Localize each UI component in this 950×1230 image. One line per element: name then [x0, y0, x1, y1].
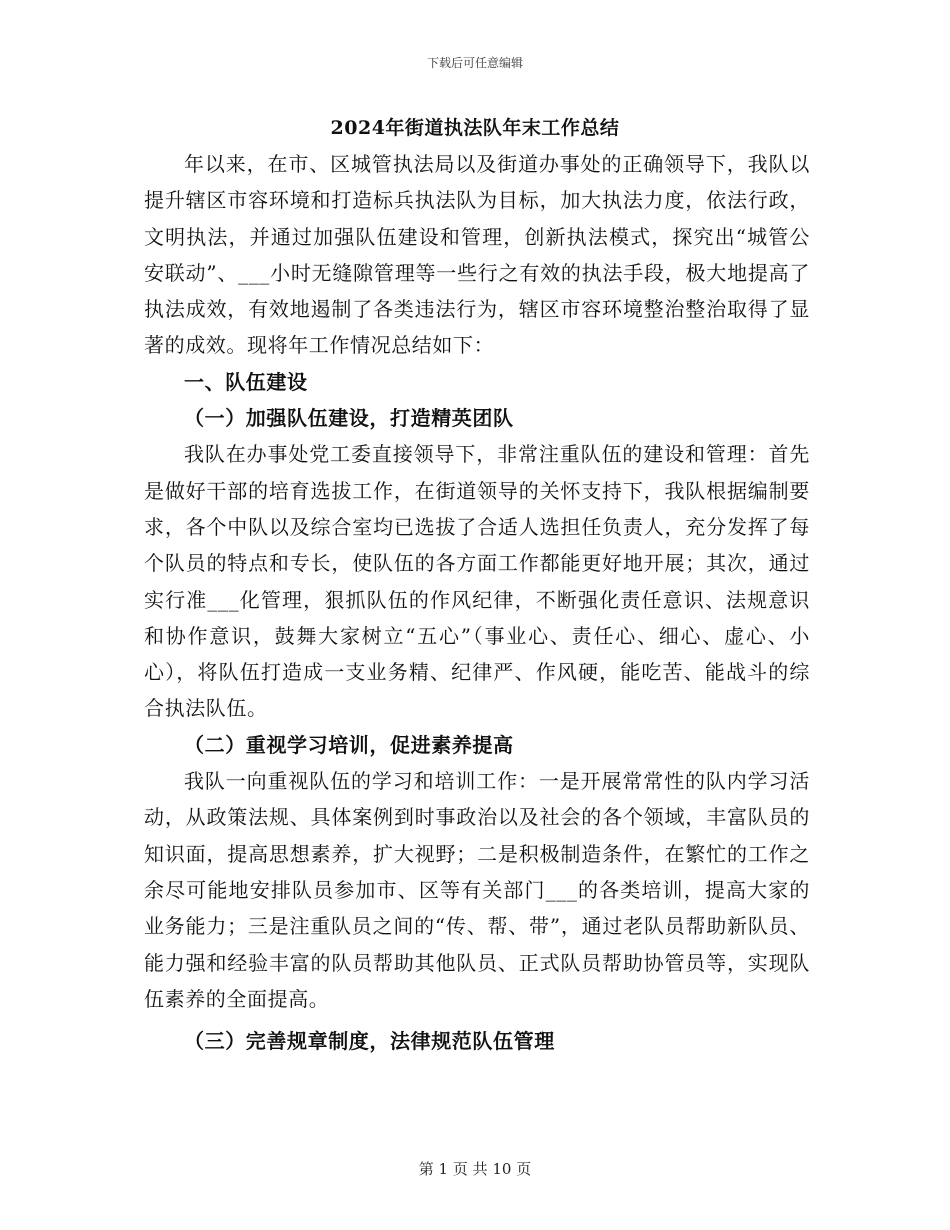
intro-paragraph: 年以来，在市、区城管执法局以及街道办事处的正确领导下，我队以提升辖区市容环境和打造标兵执法队为目标，加大执法力度，依法行政，文明执法，并通过加强队伍建设和管理，创新执法模式，探究出“城管公安联动”、___小时无缝隙管理等一些行之有效的执法手段，极大地提高了执法成效，有效地遏制了各类违法行为，辖区市容环境整治整治取得了显著的成效。现将年工作情况总结如下：	[144, 152, 810, 358]
sub-heading-2: （二）重视学习培训，促进素养提高	[184, 732, 514, 757]
header-note: 下载后可任意编辑	[426, 56, 523, 70]
sub-paragraph-1: 我队在办事处党工委直接领导下，非常注重队伍的建设和管理：首先是做好干部的培育选拔工作，在街道领导的关怀支持下，我队根据编制要求，各个中队以及综合室均已选拔了合适人选担任负责人，充分发挥了每个队员的特点和专长，使队伍的各方面工作都能更好地开展；其次，通过实行准___化管理，狠抓队伍的作风纪律，不断强化责任意识、法规意识和协作意识，鼓舞大家树立“五心”（事业心、责任心、细心、虚心、小心），将队伍打造成一支业务精、纪律严、作风硬，能吃苦、能战斗的综合执法队伍。	[144, 442, 810, 721]
sub-heading-1: （一）加强队伍建设，打造精英团队	[184, 406, 514, 431]
section-heading-team-building: 一、队伍建设	[184, 369, 308, 394]
document-body	[144, 146, 810, 1059]
page-number: 第 1 页 共 10 页	[418, 1160, 532, 1178]
sub-paragraph-2: 我队一向重视队伍的学习和培训工作：一是开展常常性的队内学习活动，从政策法规、具体案例到时事政治以及社会的各个领域，丰富队员的知识面，提高思想素养，扩大视野；二是积极制造条件，在繁忙的工作之余尽可能地安排队员参加市、区等有关部门___的各类培训，提高大家的业务能力；三是注重队员之间的“传、帮、带”，通过老队员帮助新队员、能力强和经验丰富的队员帮助其他队员、正式队员帮助协管员等，实现队伍素养的全面提高。	[144, 769, 810, 1011]
sub-heading-3: （三）完善规章制度，法律规范队伍管理	[184, 1029, 555, 1054]
document-title: 2024年街道执法队年末工作总结	[330, 117, 620, 139]
